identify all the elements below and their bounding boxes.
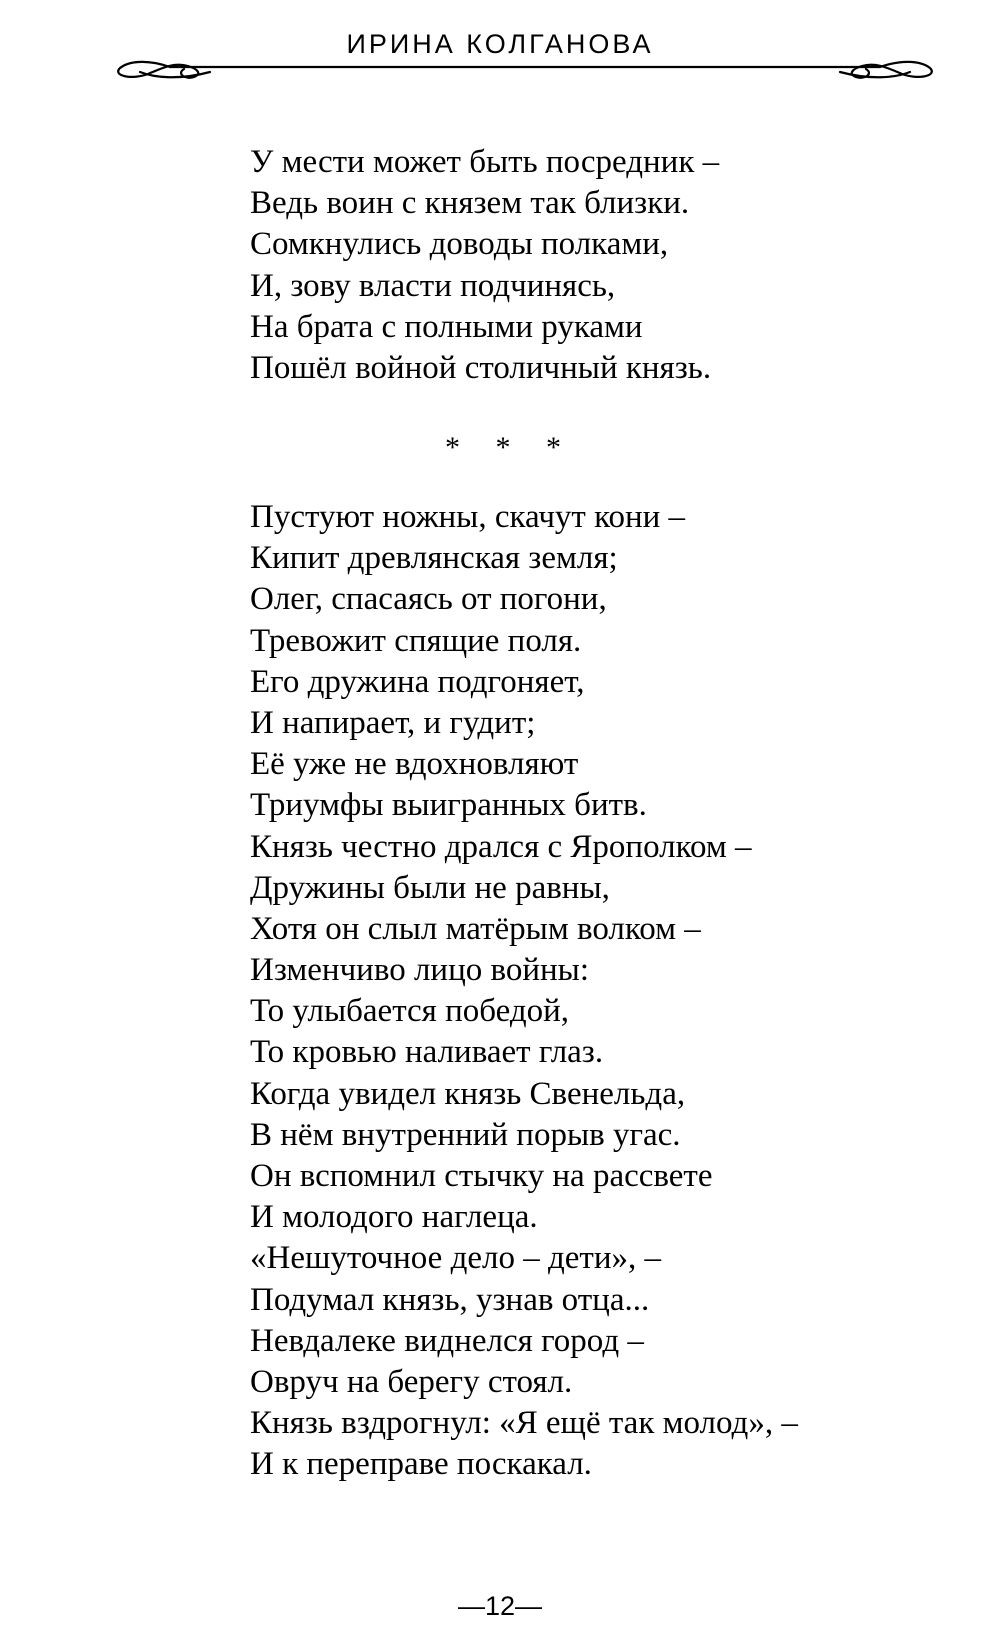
stanza-2 bbox=[250, 497, 798, 1486]
verse-line: И молодого наглеца. bbox=[250, 1199, 538, 1236]
verse-line: У мести может быть посредник – bbox=[250, 144, 720, 180]
verse-line: Ведь воин с князем так близки. bbox=[250, 185, 690, 222]
verse-line: И, зову власти подчинясь, bbox=[250, 267, 616, 304]
stanza-separator: * * * bbox=[445, 431, 575, 464]
page-number: —12— bbox=[457, 1591, 543, 1621]
verse-line: Пустуют ножны, скачут кони – bbox=[250, 499, 686, 535]
verse-line: Её уже не вдохновляют bbox=[250, 746, 579, 783]
verse-line: Подумал князь, узнав отца... bbox=[250, 1281, 650, 1318]
verse-line: В нём внутренний порыв угас. bbox=[250, 1116, 681, 1153]
verse-line: Когда увидел князь Свенельда, bbox=[250, 1075, 686, 1112]
verse-line: Его дружина подгоняет, bbox=[250, 663, 585, 700]
verse-line: Триумфы выигранных битв. bbox=[250, 787, 647, 824]
running-head-author: ИРИНА КОЛГАНОВА bbox=[346, 29, 654, 59]
verse-line: На брата с полными руками bbox=[250, 308, 643, 345]
verse-line: Князь честно дрался с Ярополком – bbox=[250, 828, 752, 865]
ornamental-rule bbox=[110, 50, 940, 90]
verse-line: «Нешуточное дело – дети», – bbox=[250, 1240, 662, 1277]
verse-line: Пошёл войной столичный князь. bbox=[250, 349, 712, 386]
verse-line: Кипит древлянская земля; bbox=[250, 540, 618, 577]
verse-line: И к переправе поскакал. bbox=[250, 1446, 592, 1483]
verse-line: Хотя он слыл матёрым волком – bbox=[250, 910, 701, 947]
verse-line: Дружины были не равны, bbox=[250, 869, 610, 906]
verse-line: Он вспомнил стычку на рассвете bbox=[250, 1158, 713, 1194]
verse-line: То кровью наливает глаз. bbox=[250, 1034, 604, 1071]
stanza-1 bbox=[250, 142, 719, 389]
verse-line: Изменчиво лицо войны: bbox=[250, 952, 590, 989]
verse-line: И напирает, и гудит; bbox=[250, 704, 536, 741]
verse-line: То улыбается победой, bbox=[250, 993, 570, 1030]
verse-line: Сомкнулись доводы полками, bbox=[250, 226, 669, 263]
verse-line: Князь вздрогнул: «Я ещё так молод», – bbox=[250, 1405, 798, 1442]
verse-line: Олег, спасаясь от погони, bbox=[250, 581, 607, 618]
verse-line: Тревожит спящие поля. bbox=[250, 622, 582, 659]
verse-line: Овруч на берегу стоял. bbox=[250, 1363, 573, 1400]
verse-line: Невдалеке виднелся город – bbox=[250, 1322, 644, 1359]
